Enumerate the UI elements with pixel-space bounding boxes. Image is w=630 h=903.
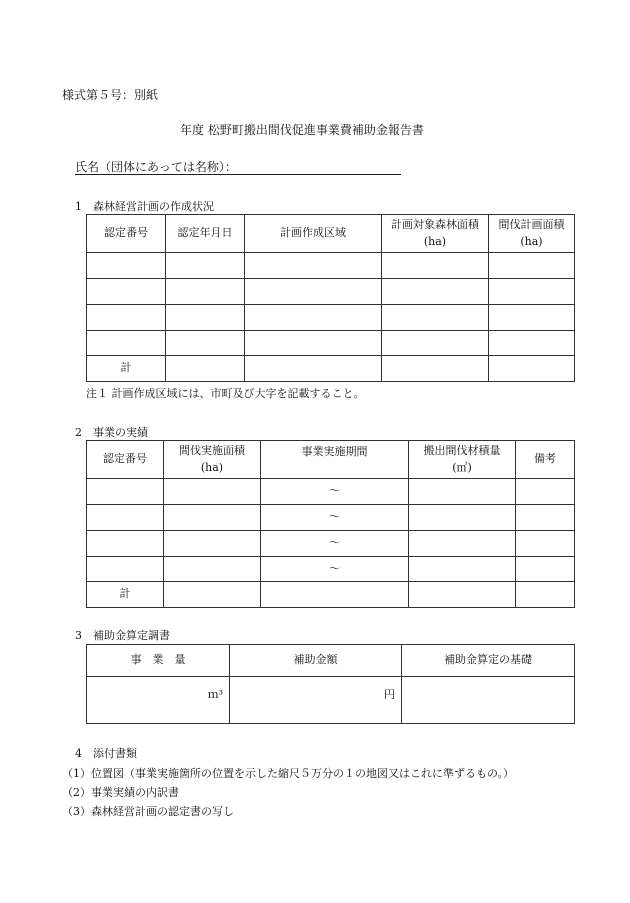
period-separator: ～ xyxy=(261,557,409,582)
name-label: 氏名（団体にあっては名称）： xyxy=(75,160,237,174)
header-calc-basis: 補助金算定の基礎 xyxy=(402,645,575,677)
period-separator: ～ xyxy=(261,505,409,531)
period-separator: ～ xyxy=(261,479,409,505)
section1-heading: 1 森林経営計画の作成状況 xyxy=(75,200,214,213)
header-thinning-plan-area: 間伐計画面積 (ha) xyxy=(489,215,575,253)
name-underline xyxy=(75,174,401,175)
header-plan-area: 計画作成区域 xyxy=(245,215,382,253)
page-title: 年度 松野町搬出間伐促進事業費補助金報告書 xyxy=(180,123,424,137)
header-remarks: 備考 xyxy=(516,441,575,479)
attachment-item: （2）事業実績の内訳書 xyxy=(62,786,179,799)
results-table xyxy=(86,440,575,608)
form-label: 様式第５号：別紙 xyxy=(62,88,159,102)
header-timber-volume: 搬出間伐材積量 (㎥) xyxy=(409,441,516,479)
table-row xyxy=(87,331,575,356)
amount-cell[interactable]: 円 xyxy=(230,677,402,724)
section2-heading: 2 事業の実績 xyxy=(75,426,148,439)
attachment-item: （1）位置図（事業実施箇所の位置を示した縮尺５万分の１の地図又はこれに準ずるもの。） xyxy=(62,767,515,780)
section3-heading: 3 補助金算定調書 xyxy=(75,629,170,642)
attachment-item: （3）森林経営計画の認定書の写し xyxy=(62,805,234,818)
section1-note: 注１ 計画作成区域には、市町及び大字を記載すること。 xyxy=(86,387,365,400)
section4-heading: 4 添付書類 xyxy=(75,747,137,760)
total-row xyxy=(87,582,575,608)
subsidy-calc-table xyxy=(86,644,575,724)
header-cert-number: 認定番号 xyxy=(87,215,166,253)
table-row xyxy=(87,531,575,557)
table-row xyxy=(87,279,575,305)
table-row xyxy=(87,479,575,505)
forest-plan-table xyxy=(86,214,575,382)
table-row xyxy=(87,557,575,582)
table-row xyxy=(87,305,575,331)
header-period: 事業実施期間 xyxy=(261,441,409,479)
header-thinning-area: 間伐実施面積 (ha) xyxy=(164,441,261,479)
header-cert-date: 認定年月日 xyxy=(166,215,245,253)
header-target-forest-area: 計画対象森林面積 (ha) xyxy=(382,215,489,253)
header-subsidy-amount: 補助金額 xyxy=(230,645,402,677)
period-separator: ～ xyxy=(261,531,409,557)
table-row xyxy=(87,253,575,279)
table-row xyxy=(87,505,575,531)
total-row xyxy=(87,356,575,382)
total-label: 計 xyxy=(87,356,166,382)
volume-cell[interactable]: ｍ³ xyxy=(87,677,230,724)
total-label: 計 xyxy=(87,582,164,608)
header-volume: 事 業 量 xyxy=(87,645,230,677)
basis-cell[interactable] xyxy=(402,677,575,724)
header-cert-number: 認定番号 xyxy=(87,441,164,479)
